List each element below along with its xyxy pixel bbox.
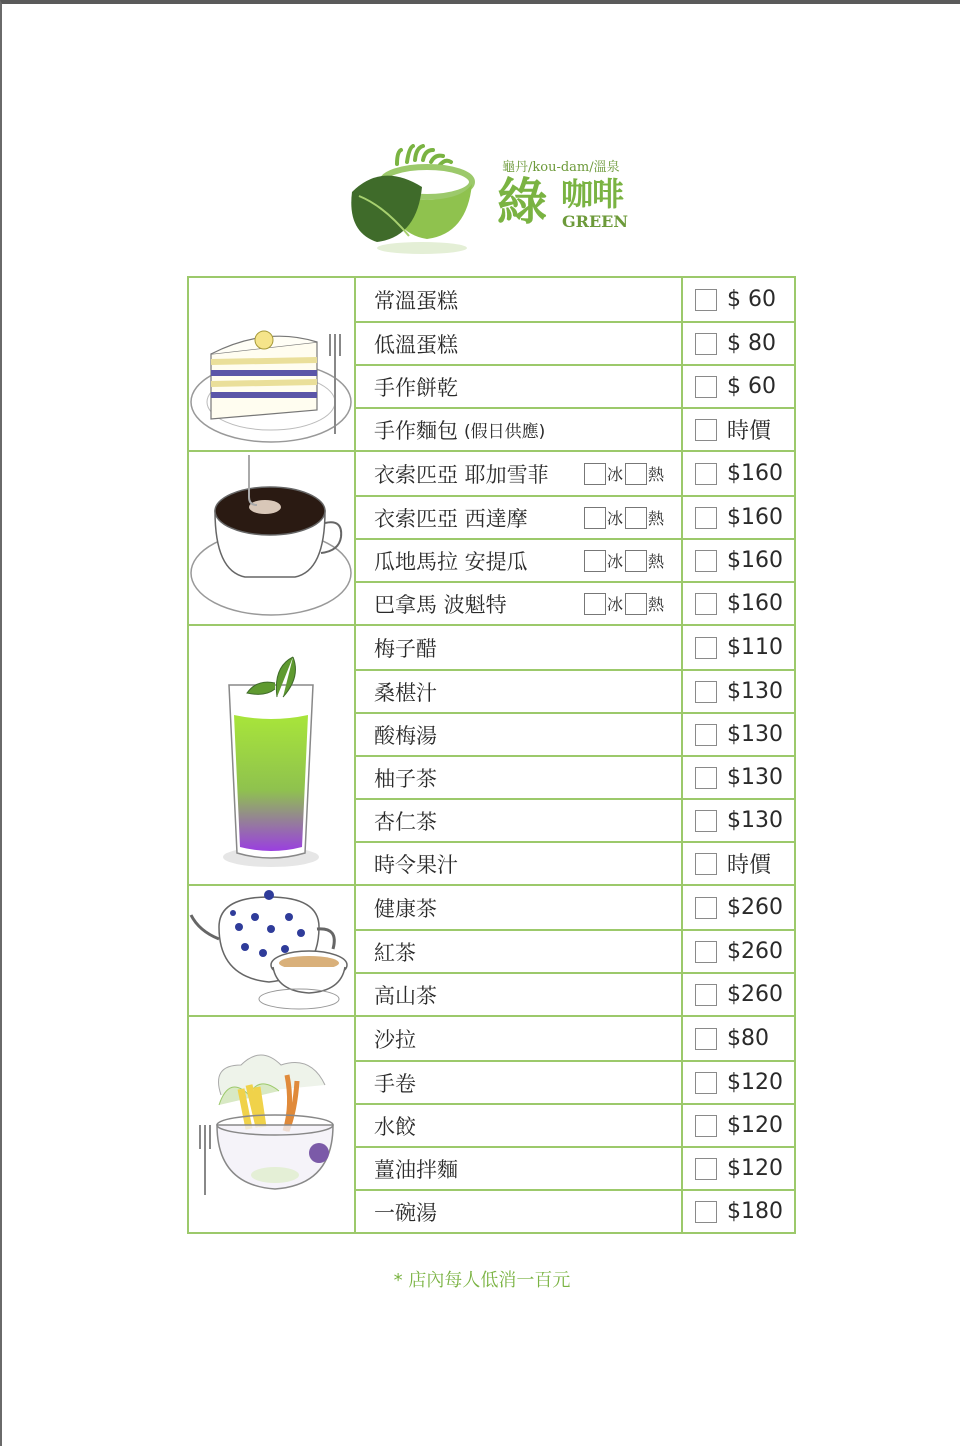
menu-row: [356, 1060, 794, 1103]
item-price: $120: [727, 1070, 783, 1095]
menu-row: [356, 886, 794, 929]
order-checkbox[interactable]: [695, 550, 717, 572]
menu-row: [356, 712, 794, 755]
item-price: $160: [727, 548, 783, 573]
item-price: $130: [727, 765, 783, 790]
ice-checkbox[interactable]: [584, 593, 606, 615]
item-name: 手作餅乾: [374, 375, 458, 400]
order-checkbox[interactable]: [695, 1072, 717, 1094]
menu-row: [356, 972, 794, 1015]
item-price: $160: [727, 461, 783, 486]
menu-section-juices: [189, 624, 794, 884]
item-name: 高山茶: [374, 983, 437, 1008]
item-price: $260: [727, 982, 783, 1007]
menu-row: [356, 278, 794, 321]
section-image-cell: [189, 452, 356, 624]
item-name: 低溫蛋糕: [374, 332, 458, 357]
menu-row: [356, 364, 794, 407]
item-name: 酸梅湯: [374, 723, 437, 748]
item-name: 水餃: [374, 1114, 416, 1139]
item-name: 沙拉: [374, 1027, 416, 1052]
item-name: 手卷: [374, 1071, 416, 1096]
logo-name-big: 綠: [497, 173, 547, 231]
item-name: 梅子醋: [374, 636, 437, 661]
juice-glass-icon: [189, 635, 354, 875]
ice-checkbox[interactable]: [584, 463, 606, 485]
item-name: 桑椹汁: [374, 680, 437, 705]
order-checkbox[interactable]: [695, 853, 717, 875]
section-image-cell: [189, 1017, 356, 1232]
item-price: $130: [727, 722, 783, 747]
ice-label: 冰: [607, 465, 624, 484]
hot-checkbox[interactable]: [625, 593, 647, 615]
order-checkbox[interactable]: [695, 724, 717, 746]
section-image-cell: [189, 886, 356, 1015]
teapot-icon: [189, 887, 354, 1015]
item-name: 杏仁茶: [374, 809, 437, 834]
item-price: $80: [727, 1026, 769, 1051]
order-checkbox[interactable]: [695, 810, 717, 832]
hot-label: 熱: [648, 509, 665, 528]
item-price: $160: [727, 591, 783, 616]
item-name: 巴拿馬 波魁特: [374, 592, 507, 617]
order-checkbox[interactable]: [695, 333, 717, 355]
menu-row: [356, 669, 794, 712]
item-name: 薑油拌麵: [374, 1157, 458, 1182]
order-checkbox[interactable]: [695, 376, 717, 398]
item-name: 瓜地馬拉 安提瓜: [374, 549, 528, 574]
item-price: $260: [727, 895, 783, 920]
minimum-charge-note: * 店內每人低消一百元: [393, 1270, 571, 1291]
menu-row: [356, 841, 794, 884]
order-checkbox[interactable]: [695, 463, 717, 485]
item-price: $160: [727, 505, 783, 530]
order-checkbox[interactable]: [695, 637, 717, 659]
menu-row: [356, 755, 794, 798]
ice-checkbox[interactable]: [584, 507, 606, 529]
order-checkbox[interactable]: [695, 1201, 717, 1223]
menu-table: [187, 276, 796, 1234]
logo-name-small: 咖啡: [561, 175, 624, 213]
order-checkbox[interactable]: [695, 507, 717, 529]
item-price: $180: [727, 1199, 783, 1224]
shop-logo: [347, 144, 647, 259]
item-price: $120: [727, 1156, 783, 1181]
section-image-cell: [189, 626, 356, 884]
menu-row: [356, 1189, 794, 1232]
menu-section-desserts: [189, 278, 794, 450]
coffee-cup-icon: [189, 453, 354, 623]
cake-icon: [189, 284, 354, 444]
order-checkbox[interactable]: [695, 681, 717, 703]
item-price: $130: [727, 679, 783, 704]
menu-section-coffee: [189, 450, 794, 624]
hot-checkbox[interactable]: [625, 507, 647, 529]
order-checkbox[interactable]: [695, 941, 717, 963]
hot-checkbox[interactable]: [625, 550, 647, 572]
menu-row: [356, 798, 794, 841]
menu-section-tea: [189, 884, 794, 1015]
item-name: 一碗湯: [374, 1200, 437, 1225]
hot-label: 熱: [648, 595, 665, 614]
item-price: 時價: [727, 419, 772, 444]
item-name: 柚子茶: [374, 766, 437, 791]
ice-label: 冰: [607, 509, 624, 528]
item-price: $ 60: [727, 374, 776, 399]
item-name: 紅茶: [374, 940, 416, 965]
item-price: 時價: [727, 853, 772, 878]
order-checkbox[interactable]: [695, 593, 717, 615]
order-checkbox[interactable]: [695, 1028, 717, 1050]
menu-row: [356, 929, 794, 972]
order-checkbox[interactable]: [695, 419, 717, 441]
ice-label: 冰: [607, 595, 624, 614]
order-checkbox[interactable]: [695, 1158, 717, 1180]
ice-checkbox[interactable]: [584, 550, 606, 572]
menu-row: [356, 495, 794, 538]
item-price: $ 60: [727, 287, 776, 312]
menu-row: [356, 321, 794, 364]
section-image-cell: [189, 278, 356, 450]
menu-row: [356, 407, 794, 450]
hot-label: 熱: [648, 552, 665, 571]
order-checkbox[interactable]: [695, 897, 717, 919]
item-price: $ 80: [727, 331, 776, 356]
menu-section-food: [189, 1015, 794, 1232]
item-name: 衣索匹亞 耶加雪菲: [374, 462, 549, 487]
leaf-bowl-logo-icon: [347, 144, 477, 259]
hot-checkbox[interactable]: [625, 463, 647, 485]
item-name: 衣索匹亞 西達摩: [374, 506, 528, 531]
order-checkbox[interactable]: [695, 984, 717, 1006]
logo-name-en: GREEN: [562, 212, 628, 231]
menu-row: [356, 1146, 794, 1189]
item-note: (假日供應): [464, 422, 546, 442]
item-name: 手作麵包: [374, 418, 458, 443]
menu-row: [356, 1103, 794, 1146]
menu-row: [356, 538, 794, 581]
menu-row: [356, 626, 794, 669]
menu-row: [356, 581, 794, 624]
item-name: 時令果汁: [374, 852, 458, 877]
item-name: 常溫蛋糕: [374, 288, 458, 313]
item-price: $120: [727, 1113, 783, 1138]
item-price: $260: [727, 939, 783, 964]
salad-bowl-icon: [189, 1025, 354, 1225]
item-price: $130: [727, 808, 783, 833]
order-checkbox[interactable]: [695, 289, 717, 311]
item-price: $110: [727, 635, 783, 660]
item-name: 健康茶: [374, 896, 437, 921]
logo-subtitle: 龜丹/kou-dam/溫泉: [502, 160, 620, 175]
hot-label: 熱: [648, 465, 665, 484]
menu-row: [356, 1017, 794, 1060]
order-checkbox[interactable]: [695, 767, 717, 789]
menu-row: [356, 452, 794, 495]
ice-label: 冰: [607, 552, 624, 571]
order-checkbox[interactable]: [695, 1115, 717, 1137]
